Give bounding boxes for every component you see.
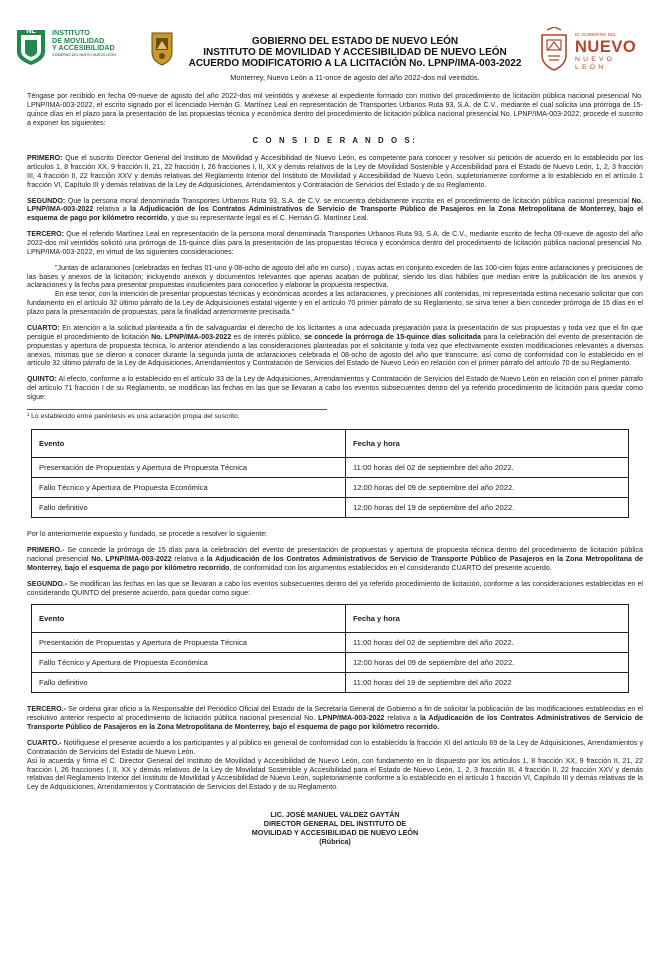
clause-label: PRIMERO: bbox=[27, 154, 63, 163]
clause-bold: la Adjudicación de los Contratos Administrativos de Servicio de Transporte Público de Pasajeros en la Zona Metropolitana de Monterrey, bajo el esquema de pago por kilómetro recorrido. bbox=[27, 714, 643, 732]
clause-label: TERCERO: bbox=[27, 230, 65, 239]
clause-text: , de conformidad con los argumentos establecidos en el considerando CUARTO del presente acuerdo. bbox=[229, 563, 552, 572]
table-cell-fecha: 11:00 horas del 02 de septiembre del año 2022. bbox=[346, 458, 629, 478]
table-header-row bbox=[32, 605, 629, 633]
clause-label: SEGUNDO: bbox=[27, 196, 66, 205]
table-row bbox=[32, 633, 629, 653]
table-header-evento: Evento bbox=[32, 605, 346, 633]
considerandos-heading: C O N S I D E R A N D O S: bbox=[252, 136, 418, 146]
considerando-segundo bbox=[27, 197, 643, 224]
footnote-rule bbox=[27, 409, 327, 410]
clause-text: Se concede la prórroga de 15 días para la celebración del evento de presentación de propuestas y apertura de propuesta técnica dentro del procedimiento de licitación pública nacional presencial bbox=[27, 546, 643, 563]
quoted-request bbox=[27, 264, 643, 317]
title-line-2: INSTITUTO DE MOVILIDAD Y ACCESIBILIDAD DE NUEVO LEÓN bbox=[203, 47, 507, 59]
clause-label: PRIMERO.- bbox=[27, 546, 65, 555]
signature-rubrica: (Rúbrica) bbox=[319, 837, 351, 847]
considerando-primero bbox=[27, 154, 643, 189]
clause-text: Que la persona moral denominada Transportes Urbanos Ruta 93, S.A. de C.V. se encuentra debidamente inscrita en el procedimiento de licitación pública nacional presencial bbox=[65, 196, 632, 205]
table-header-evento: Evento bbox=[32, 430, 346, 458]
title-line-3: ACUERDO MODIFICATORIO A LA LICITACIÓN No. LPNP/IMA-003-2022 bbox=[188, 58, 522, 70]
table-cell-evento: Presentación de Propuestas y Apertura de Propuesta Técnica bbox=[32, 633, 346, 653]
state-seal-icon bbox=[149, 30, 175, 66]
nuevo-leon-logo bbox=[538, 27, 648, 75]
table-cell-evento: Presentación de Propuestas y Apertura de Propuesta Técnica bbox=[32, 458, 346, 478]
clause-label: CUARTO.- bbox=[27, 739, 62, 748]
signatory-title-2: MOVILIDAD Y ACCESIBILIDAD DE NUEVO LEÓN bbox=[251, 828, 419, 838]
quote-paragraph-2: En ese tenor, con la intención de presentar propuestas técnicas y económicas acordes a las aclaraciones, y precisiones allí contenidas, mi representada estima necesario solicitar que con fundamento en el artículo 32 último párrafo de la Ley de Adquisiciones estatal vigente y en el artículo 70 primer párrafo de su Reglamento, se sirva tener a bien conceder prórroga de 15 días en el plazo para la presentación de propuestas, para la finalidad anteriormente precisada." bbox=[27, 290, 643, 317]
table-cell-fecha: 11:00 horas del 19 de septiembre del año 2022 bbox=[346, 673, 629, 693]
clause-text: relativa a bbox=[93, 205, 131, 214]
quote-paragraph-1: "Juntas de aclaraciones (celebradas en fechas 01-uno y 08-ocho de agosto del año en curso) , cuyas actas en conjunto exceden de las 100-cien fojas entre aclaraciones y precisiones de las bases y anexos de la licitación; incluyendo anexos y documentos relevantes que apenas acaban de publicar, siendo los días hábiles que median entre la publicación de los anexos y aclaraciones y la fecha para presentar propuestas insuficientes para conocerlos y elaborar la propuesta respectiva. bbox=[27, 263, 643, 290]
resolutivo-cuarto bbox=[27, 739, 643, 792]
clause-bold: No. LPNP/IMA-003-2022 bbox=[91, 555, 172, 563]
considerando-cuarto bbox=[27, 324, 643, 368]
footnote: ¹ Lo establecido entre paréntesis es una aclaración propia del suscrito. bbox=[27, 412, 240, 420]
clause-text: Que el referido Martínez Leal en representación de la persona moral denominada Transportes Urbanos Ruta 93, S.A. de C.V., mediante escrito de fecha 09-nueve de agosto del año 2022-dos mil veintidós solicitó una prórroga de 15-quince días para la presentación de las propuestas técnica y económica dentro del procedimiento de licitación pública nacional presencial No. LPNP/IMA-003-2022, en virtud de las siguientes consideraciones: bbox=[27, 230, 643, 256]
table-row bbox=[32, 478, 629, 498]
clause-bold: la Adjudicación de los Contratos Administrativos de Servicio de Transporte Público de Pasajeros en la Zona Metropolitana de Monterrey, bajo el esquema de pago por kilómetro recorrido bbox=[27, 205, 643, 223]
schedule-table-2 bbox=[31, 604, 629, 693]
clause-text: Notifíquese el presente acuerdo a los participantes y al público en general de conformidad con lo establecido la fracción XI del artículo 69 de la Ley de Adquisiciones, Arrendamientos y Contratación de Servicios del Estado de Nuevo León. bbox=[27, 739, 643, 756]
institute-tagline: GOBIERNO DEL NUEVO NUEVO LEÓN bbox=[52, 52, 116, 57]
table-header-fecha: Fecha y hora bbox=[346, 605, 629, 633]
institute-logo bbox=[14, 26, 124, 68]
table-header-row bbox=[32, 430, 629, 458]
clause-label: TERCERO.- bbox=[27, 705, 67, 714]
signatory-name: LIC. JOSÉ MANUEL VALDEZ GAYTÁN bbox=[270, 810, 400, 820]
institute-name-line3: Y ACCESIBILIDAD bbox=[52, 43, 115, 53]
clause-label: QUINTO: bbox=[27, 375, 57, 384]
table-cell-evento: Fallo Técnico y Apertura de Propuesta Económica bbox=[32, 478, 346, 498]
clause-text: para la celebración del evento de presentación de propuestas y apertura de propuesta técnica, lo anterior atendiendo a las consideraciones planteadas por el solicitante y toda vez que efectivamente existen modificaciones relevantes a diversos anexos, mismas que se dieron a conocer durante la segunda junta de aclaraciones celebrada el 08-ocho de agosto del año que transcurre, así como de conformidad con lo establecido en el artículo 32 último párrafo de la Ley de Adquisiciones, Arrendamientos y Contratación de Servicios del Estado de Nuevo León en relación con el primer párrafo del artículo 70 de su Reglamento. bbox=[27, 332, 643, 368]
clause-text: En atención a la solicitud planteada a fin de salvaguardar el derecho de los licitantes a una adecuada preparación para la presentación de sus propuestas y toda vez que el fin que persigue el procedimiento de licitación bbox=[27, 323, 643, 341]
table-cell-fecha: 12:00 horas del 19 de septiembre del año 2022. bbox=[346, 498, 629, 518]
clause-text: Así lo acuerda y firma el C. Director General del Instituto de Movilidad y Accesibilidad de Nuevo León, con fundamento en lo dispuesto por los artículos 1, 8 fracción XX, 9 fracción II, 21, 22 fracción I, 26 fracciones I, II, XX y demás relativos de la Ley de Movilidad Sostenible y Accesibilidad para el Estado de Nuevo León, 1, 2, 3 fracción III, 4 fracción II, 22 fracción XXV y demás relativas del Reglamento Interior del Instituto de Movilidad y Accesibilidad de Nuevo León, supletoriamente conforme a lo establecido en el artículo 1 fracción VI, Capítulo III y demás relativas de la Ley de Adquisiciones, Arrendamientos y Contratación de Servicios del Estado y de su Reglamento. bbox=[27, 756, 643, 792]
table-row bbox=[32, 653, 629, 673]
clause-bold: la Adjudicación de los Contratos Administrativos de Servicio de Transporte Público de Pasajeros en la Zona Metropolitana de Monterrey, bajo el esquema de pago por kilómetro recorrido bbox=[27, 555, 644, 572]
logo-monogram: NL bbox=[26, 27, 36, 35]
table-row bbox=[32, 458, 629, 478]
table-row bbox=[32, 673, 629, 693]
document-title-block bbox=[187, 36, 523, 82]
dateline: Monterrey, Nuevo León a 11-once de agosto del año 2022-dos mil veintidós. bbox=[230, 72, 480, 82]
table-cell-fecha: 12:00 horas del 09 de septiembre del año 2022. bbox=[346, 653, 629, 673]
table-cell-fecha: 11:00 horas del 02 de septiembre del año 2022. bbox=[346, 633, 629, 653]
considerando-tercero bbox=[27, 230, 643, 257]
table-cell-evento: Fallo definitivo bbox=[32, 498, 346, 518]
table-cell-evento: Fallo definitivo bbox=[32, 673, 346, 693]
clause-text: Se modifican las fechas en las que se llevaran a cabo los eventos subsecuentes dentro del ya referido procedimiento de licitación, conforme a las consideraciones establecidas en el considerando QUINTO del presente acuerdo, para quedar como sigue: bbox=[27, 579, 643, 597]
institute-shield-icon bbox=[14, 26, 48, 66]
signature-block bbox=[27, 810, 643, 846]
nuevo-leon-crest-icon bbox=[538, 27, 570, 71]
resolutivo-segundo bbox=[27, 580, 643, 598]
clause-text: , y que su representante legal es el C. Hernán G. Martínez Leal. bbox=[167, 214, 369, 223]
clause-text: Se ordena girar oficio a la Responsable del Periódico Oficial del Estado de la Secretaría General de Gobierno a fin de solicitar la publicación de las modificaciones establecidas en el resolutivo anterior respecto al procedimiento de licitación pública nacional presencial No. bbox=[27, 705, 643, 723]
document-header bbox=[27, 20, 643, 92]
clause-text: relativa a bbox=[384, 714, 420, 723]
clause-text: Al efecto, conforme a lo establecido en el artículo 33 de la Ley de Adquisiciones, Arrendamientos y Contratación de Servicios del Estado de Nuevo León en relación con el primer párrafo del artículo 71 fracción I de su Reglamento, se modifican las fechas en las que se llevaran a cabo los eventos subsecuentes dentro del ya referido procedimiento de licitación para quedar como sigue: bbox=[27, 375, 643, 401]
clause-text: es de interés público, bbox=[231, 332, 305, 341]
resolve-intro: Por lo anteriormente expuesto y fundado, se procede a resolver lo siguiente: bbox=[27, 530, 268, 539]
table-header-fecha: Fecha y hora bbox=[346, 430, 629, 458]
clause-bold: No. LPNP/IMA-003-2022 bbox=[151, 332, 232, 341]
nl-logo-small: EL GOBIERNO DEL bbox=[575, 32, 617, 37]
table-cell-fecha: 12:00 horas del 09 de septiembre del año 2022. bbox=[346, 478, 629, 498]
considerando-quinto bbox=[27, 375, 643, 402]
institute-name-line2: DE MOVILIDAD bbox=[52, 35, 105, 45]
table-cell-evento: Fallo Técnico y Apertura de Propuesta Económica bbox=[32, 653, 346, 673]
title-line-1: GOBIERNO DEL ESTADO DE NUEVO LEÓN bbox=[251, 36, 459, 47]
signatory-title-1: DIRECTOR GENERAL DEL INSTITUTO DE bbox=[263, 819, 407, 829]
clause-label: SEGUNDO.- bbox=[27, 579, 68, 588]
clause-label: CUARTO: bbox=[27, 323, 60, 332]
schedule-table-1 bbox=[31, 429, 629, 518]
resolutivo-tercero bbox=[27, 705, 643, 732]
resolutivo-primero bbox=[27, 546, 643, 573]
institute-name-line1: INSTITUTO bbox=[52, 28, 90, 37]
institute-name bbox=[52, 29, 116, 57]
clause-text: Que el suscrito Director General del Instituto de Movilidad y Accesibilidad de Nuevo León, es competente para conocer y resolver su petición de acuerdo en lo establecido por los artículos 1, 8 fracción XX, 9 fracción II, 21, 22 fracción I, 26 fracciones I, II, XX y demás relativos de la Ley de Movilidad Sostenible y Accesibilidad para el Estado de Nuevo León, 1, 2, 3 fracción III, 4 fracción II, 22 fracción XXV y demás relativas del Reglamento Interior del Instituto de Movilidad y Accesibilidad de Nuevo León, supletoriamente conforme a lo establecido en el artículo 1 fracción VI, Capítulo III y demás relativas de la Ley de Adquisiciones, Arrendamientos y Contratación de Servicios del Estado y de su Reglamento. bbox=[27, 154, 643, 189]
nl-logo-big: NUEVO bbox=[575, 38, 637, 56]
nl-logo-sub: NUEVO LEÓN bbox=[575, 56, 616, 72]
clause-bold: se concede la prórroga de 15-quince días solicitada bbox=[304, 332, 481, 341]
clause-bold: No. LPNP/IMA-003-2022 bbox=[27, 196, 643, 214]
table-row bbox=[32, 498, 629, 518]
intro-paragraph: Téngase por recibido en fecha 09-nueve de agosto del año 2022-dos mil veintidós y anéxese al expediente formado con motivo del procedimiento de licitación pública nacional presencial No. LPNP/IMA-003-2022, el escrito signado por el licenciado Hernán G. Martínez Leal en representación de Transportes Urbanos Ruta 93, S.A. de C.V., mediante el cual solicita una prórroga de 15-quince días en el plazo para la presentación de las propuestas técnica y económica dentro del procedimiento de licitación pública nacional presencial No. LPNP/IMA-003-2022, procede el suscrito a exponer los siguientes: bbox=[27, 92, 643, 127]
clause-bold: LPNP/IMA-003-2022 bbox=[318, 714, 385, 723]
clause-text: relativa a bbox=[171, 555, 207, 563]
